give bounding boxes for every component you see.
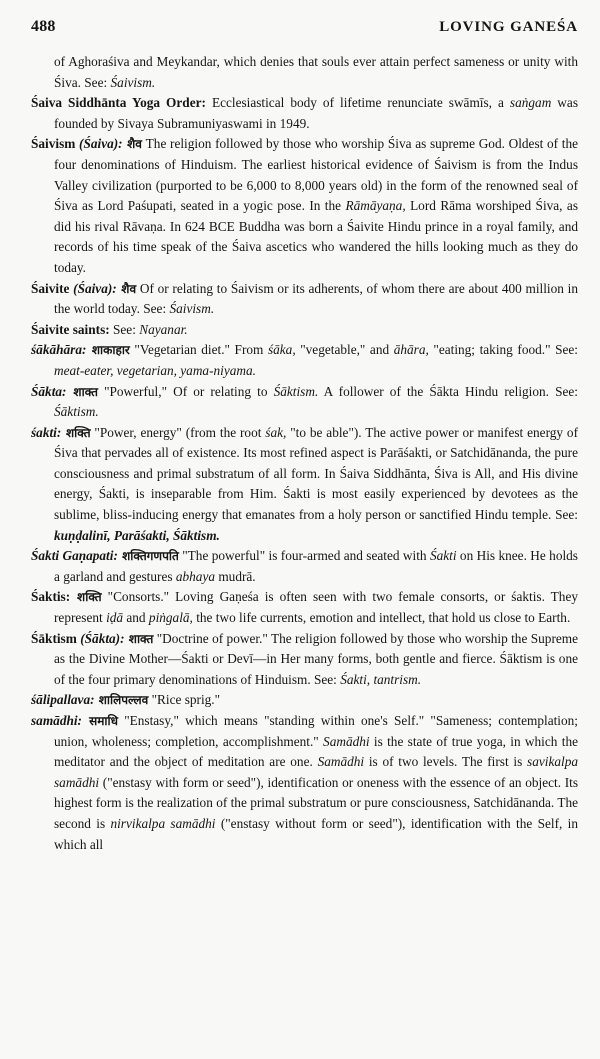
entry-headword: Śaiva Siddhānta Yoga Order: (31, 95, 206, 111)
entry-headword: śakti: (31, 424, 62, 440)
entry-text: Nayanar. (139, 321, 188, 337)
entry-text: (Śaiva): (73, 280, 117, 296)
glossary-entry-sakta (31, 382, 578, 423)
glossary-entry-saktism (31, 629, 578, 691)
entry-headword: Śaktis: (31, 589, 71, 605)
entry-text: Śāktism. (54, 404, 99, 420)
entry-text: meat-eater, vegetarian, yama-niyama. (54, 362, 256, 378)
devanagari-text: शक्तिगणपति (117, 549, 179, 564)
entry-text: ("enstasy without form or seed"), identification with the Self, in which all (54, 815, 578, 852)
glossary-entries (24, 52, 578, 855)
entry-text: was founded by Sivaya Subramuniyaswami in 1949. (54, 95, 578, 131)
glossary-entry-saivism (31, 134, 578, 278)
devanagari-text: शैव (116, 281, 137, 296)
entry-text: is of two levels. The first is (364, 754, 528, 770)
entry-headword: śālipallava: (31, 692, 95, 708)
entry-text: mudrā. (215, 568, 256, 584)
entry-text: "vegetable," and (295, 342, 394, 358)
entry-text: kuṇḍalinī, Parāśakti, Śāktism. (54, 527, 220, 543)
entry-text: The religion followed by those who worship Śiva as supreme God. Oldest of the four denominations of Hinduism. The earliest historical evidence of Śaivism is from the Indus Valley civilization (purported to be 6,000 to 8,000 years old) in the form of the renowned seal of Śiva as Lord Paśupati, seated in a yogic pose. In the (54, 136, 579, 214)
glossary-entry-saivite-saints (31, 320, 578, 341)
entry-text: ("enstasy with form or seed"), identification or oneness with the essence of an object. Its highest form is the realization of the primal substratum or pure consciousness, Satchidānanda. The second is (54, 774, 578, 831)
entry-text: "Power, energy" (from the root (90, 424, 266, 440)
devanagari-text: शाकाहार (86, 343, 130, 358)
devanagari-text: शक्ति (70, 590, 102, 605)
glossary-entry-saktis (31, 587, 578, 628)
glossary-entry-samadhi (31, 711, 578, 855)
glossary-entry-sakahara (31, 340, 578, 381)
glossary-entry-sakti (31, 423, 578, 547)
entry-text: Rāmāyaṇa, (345, 198, 406, 214)
entry-text: "eating; taking food." See: (428, 342, 578, 358)
entry-text: "Powerful," Of or relating to (97, 383, 274, 399)
entry-text: "Consorts." Loving Gaṇeśa is often seen with two female consorts, or śaktis. They represent (54, 589, 578, 626)
entry-text: nirvikalpa samādhi (110, 815, 216, 831)
entry-text: piṅgalā, (148, 610, 193, 626)
entry-text: "Vegetarian diet." From (129, 342, 268, 358)
entry-text: śāka, (267, 342, 296, 358)
entry-text: A follower of the Śākta Hindu religion. See: (318, 383, 578, 399)
entry-headword: Śāktism (31, 630, 81, 646)
entry-text: saṅgam (509, 95, 552, 111)
entry-text: abhaya (175, 568, 215, 584)
entry-text: "Doctrine of power." The religion followed by those who worship the Supreme as the Divine Mother—Śakti or Devī—in Her many forms, both gentle and fierce. Śāktism is one of the four primary denominations of Hinduism. See: (54, 630, 579, 687)
entry-text: Of or relating to Śaivism or its adherents, of whom there are about 400 million in the world today. See: (54, 280, 578, 317)
entry-text: "Enstasy," which means "standing within one's Self." "Sameness; contemplation; union, wholeness; completion, accomplishment." (54, 713, 578, 749)
glossary-entry-saiva-siddhanta-yoga-order (31, 93, 578, 134)
glossary-entry-sakti-ganapati (31, 546, 578, 587)
entry-text: See: (109, 321, 140, 337)
entry-text: Lord Rāma worshiped Śiva, as did his rival Rāvaṇa. In 624 BCE Buddha was born a Śaivite Hindu prince in a royal family, and records of his time speak of the Śaiva ascetics who wandered the hills looking much as they do today. (54, 198, 578, 275)
entry-text: "to be able"). The active power or manifest energy of Śiva that pervades all of existence. Its most refined aspect is Parāśakti, or Satchidānanda, the pure consciousness and primal substratum of all form. In Śaiva Siddhānta, Śiva is All, and His divine energy, Śakti, is inseparable from Him. Śakti is most easily experienced by devotees as the sublime, bliss-inducing energy that emanates from a holy person or sanctified Hindu temple. See: (54, 424, 578, 523)
entry-text: Samādhi (323, 733, 370, 749)
entry-headword: Śaivite saints: (31, 321, 110, 337)
entry-headword: Śakti Gaṇapati: (31, 548, 118, 564)
entry-headword: Śākta: (31, 383, 67, 399)
glossary-entry-saivite (31, 279, 578, 320)
entry-text: āhāra, (393, 342, 429, 358)
entry-text: Śaivism. (169, 301, 215, 317)
entry-headword: samādhi: (31, 713, 82, 728)
entry-headword: śākāhāra: (31, 342, 87, 358)
entry-text: and (123, 610, 149, 626)
devanagari-text: समाधि (81, 714, 118, 728)
running-head: LOVING GANEŚA (439, 19, 578, 35)
entry-text: śak, (265, 424, 287, 440)
devanagari-text: शालिपल्लव (94, 693, 149, 708)
entry-text: Śakti (429, 548, 457, 564)
entry-text: on His knee. He holds a garland and gestures (54, 548, 578, 584)
entry-text: is the state of true yoga, in which the meditator and the object of meditation are one. (54, 733, 578, 770)
entry-text: the two life currents, emotion and intellect, that hold us close to Earth. (192, 610, 571, 626)
devanagari-text: शक्ति (61, 425, 91, 440)
devanagari-text: शैव (122, 137, 142, 152)
entry-text: savikalpa samādhi (54, 754, 578, 790)
entry-text: (Śākta): (80, 630, 125, 646)
glossary-entry-salipallava (31, 690, 578, 711)
entry-headword: of Aghoraśiva and Meykandar, which denies that souls ever attain perfect sameness or unity with Śiva. See: (54, 54, 578, 90)
devanagari-text: शाक्त (124, 631, 154, 646)
page-number: 488 (31, 18, 56, 35)
entry-headword: Śaivite (31, 280, 74, 296)
entry-text: Samādhi (317, 754, 365, 770)
entry-text: Śaivism. (110, 74, 156, 90)
entry-text: iḍā (106, 610, 124, 626)
entry-headword: Śaivism (31, 136, 80, 152)
entry-text: Ecclesiastical body of lifetime renunciate swāmīs, a (205, 95, 510, 111)
devanagari-text: शाक्त (66, 384, 98, 399)
glossary-entry-continuation (31, 52, 578, 93)
page-header (24, 18, 578, 36)
entry-text: Śakti, tantrism. (340, 671, 422, 687)
entry-text: "The powerful" is four-armed and seated with (178, 548, 430, 564)
entry-text: Śāktism. (273, 383, 319, 399)
entry-text: "Rice sprig." (148, 692, 221, 708)
entry-text: (Śaiva): (79, 136, 123, 152)
